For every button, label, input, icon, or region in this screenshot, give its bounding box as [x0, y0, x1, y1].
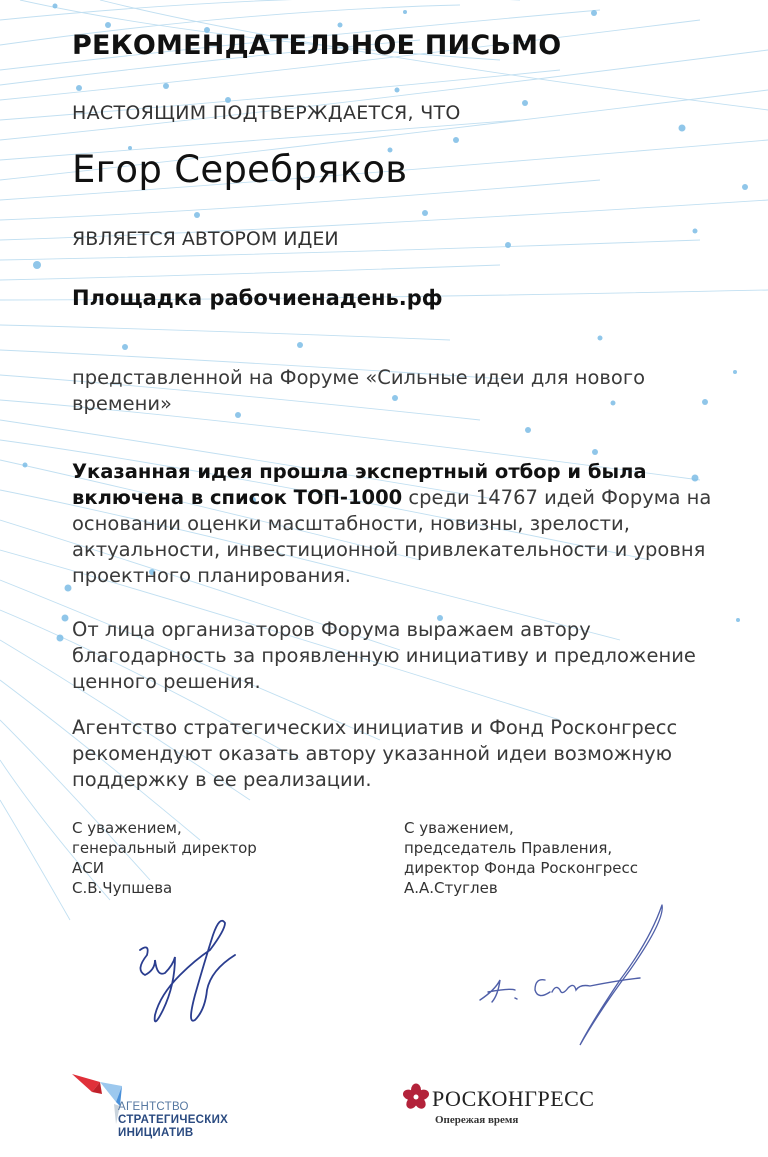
author-label: ЯВЛЯЕТСЯ АВТОРОМ ИДЕИ: [72, 228, 339, 250]
roscongress-slogan: Опережая время: [435, 1114, 519, 1126]
gratitude-paragraph: От лица организаторов Форума выражаем автору благодарность за проявленную инициативу и предложение ценного решения.: [72, 618, 696, 693]
signatory-line: С уважением,: [72, 819, 182, 837]
forum-paragraph: представленной на Форуме «Сильные идеи для нового времени»: [72, 366, 646, 415]
idea-title: Площадка рабочиенадень.рф: [72, 286, 443, 310]
recommendation-paragraph: Агентство стратегических инициатив и Фонд Росконгресс рекомендуют оказать автору указанной идеи возможную поддержку в ее реализации.: [72, 716, 678, 791]
asi-logo-line: СТРАТЕГИЧЕСКИХ: [118, 1114, 229, 1126]
asi-logo-line: АГЕНТСТВО: [118, 1101, 189, 1113]
selection-highlight: Указанная идея прошла экспертный отбор и была включена в список ТОП-1000: [72, 460, 647, 509]
signatory-line: председатель Правления,: [404, 839, 613, 857]
letter-title: РЕКОМЕНДАТЕЛЬНОЕ ПИСЬМО: [72, 30, 562, 61]
signatory-line: генеральный директор: [72, 839, 257, 857]
roscongress-logo-name: РОСКОНГРЕСС: [432, 1086, 595, 1111]
signatory-line: директор Фонда Росконгресс: [404, 859, 639, 877]
selection-paragraph: [72, 459, 732, 589]
signature-stuglev-icon: [470, 900, 680, 1055]
roscongress-flower-icon: [402, 1083, 430, 1111]
signatory-line: АСИ: [72, 859, 104, 877]
recipient-name: Егор Серебряков: [72, 148, 408, 191]
signatory-name: А.А.Стуглев: [404, 879, 498, 897]
confirmation-line: НАСТОЯЩИМ ПОДТВЕРЖДАЕТСЯ, ЧТО: [72, 102, 461, 124]
selection-details: среди 14767 идей Форума на основании оценки масштабности, новизны, зрелости, актуальности, инвестиционной привлекательности и уровня проектного планирования.: [72, 486, 712, 587]
signatory-name: С.В.Чупшева: [72, 879, 173, 897]
signatory-asi: [72, 818, 257, 898]
signatory-line: С уважением,: [404, 819, 514, 837]
asi-logo-text: [118, 1101, 228, 1140]
asi-logo-line: ИНИЦИАТИВ: [118, 1127, 194, 1139]
signatory-roscongress: [404, 818, 638, 898]
signature-chupsheva-icon: [125, 915, 255, 1035]
